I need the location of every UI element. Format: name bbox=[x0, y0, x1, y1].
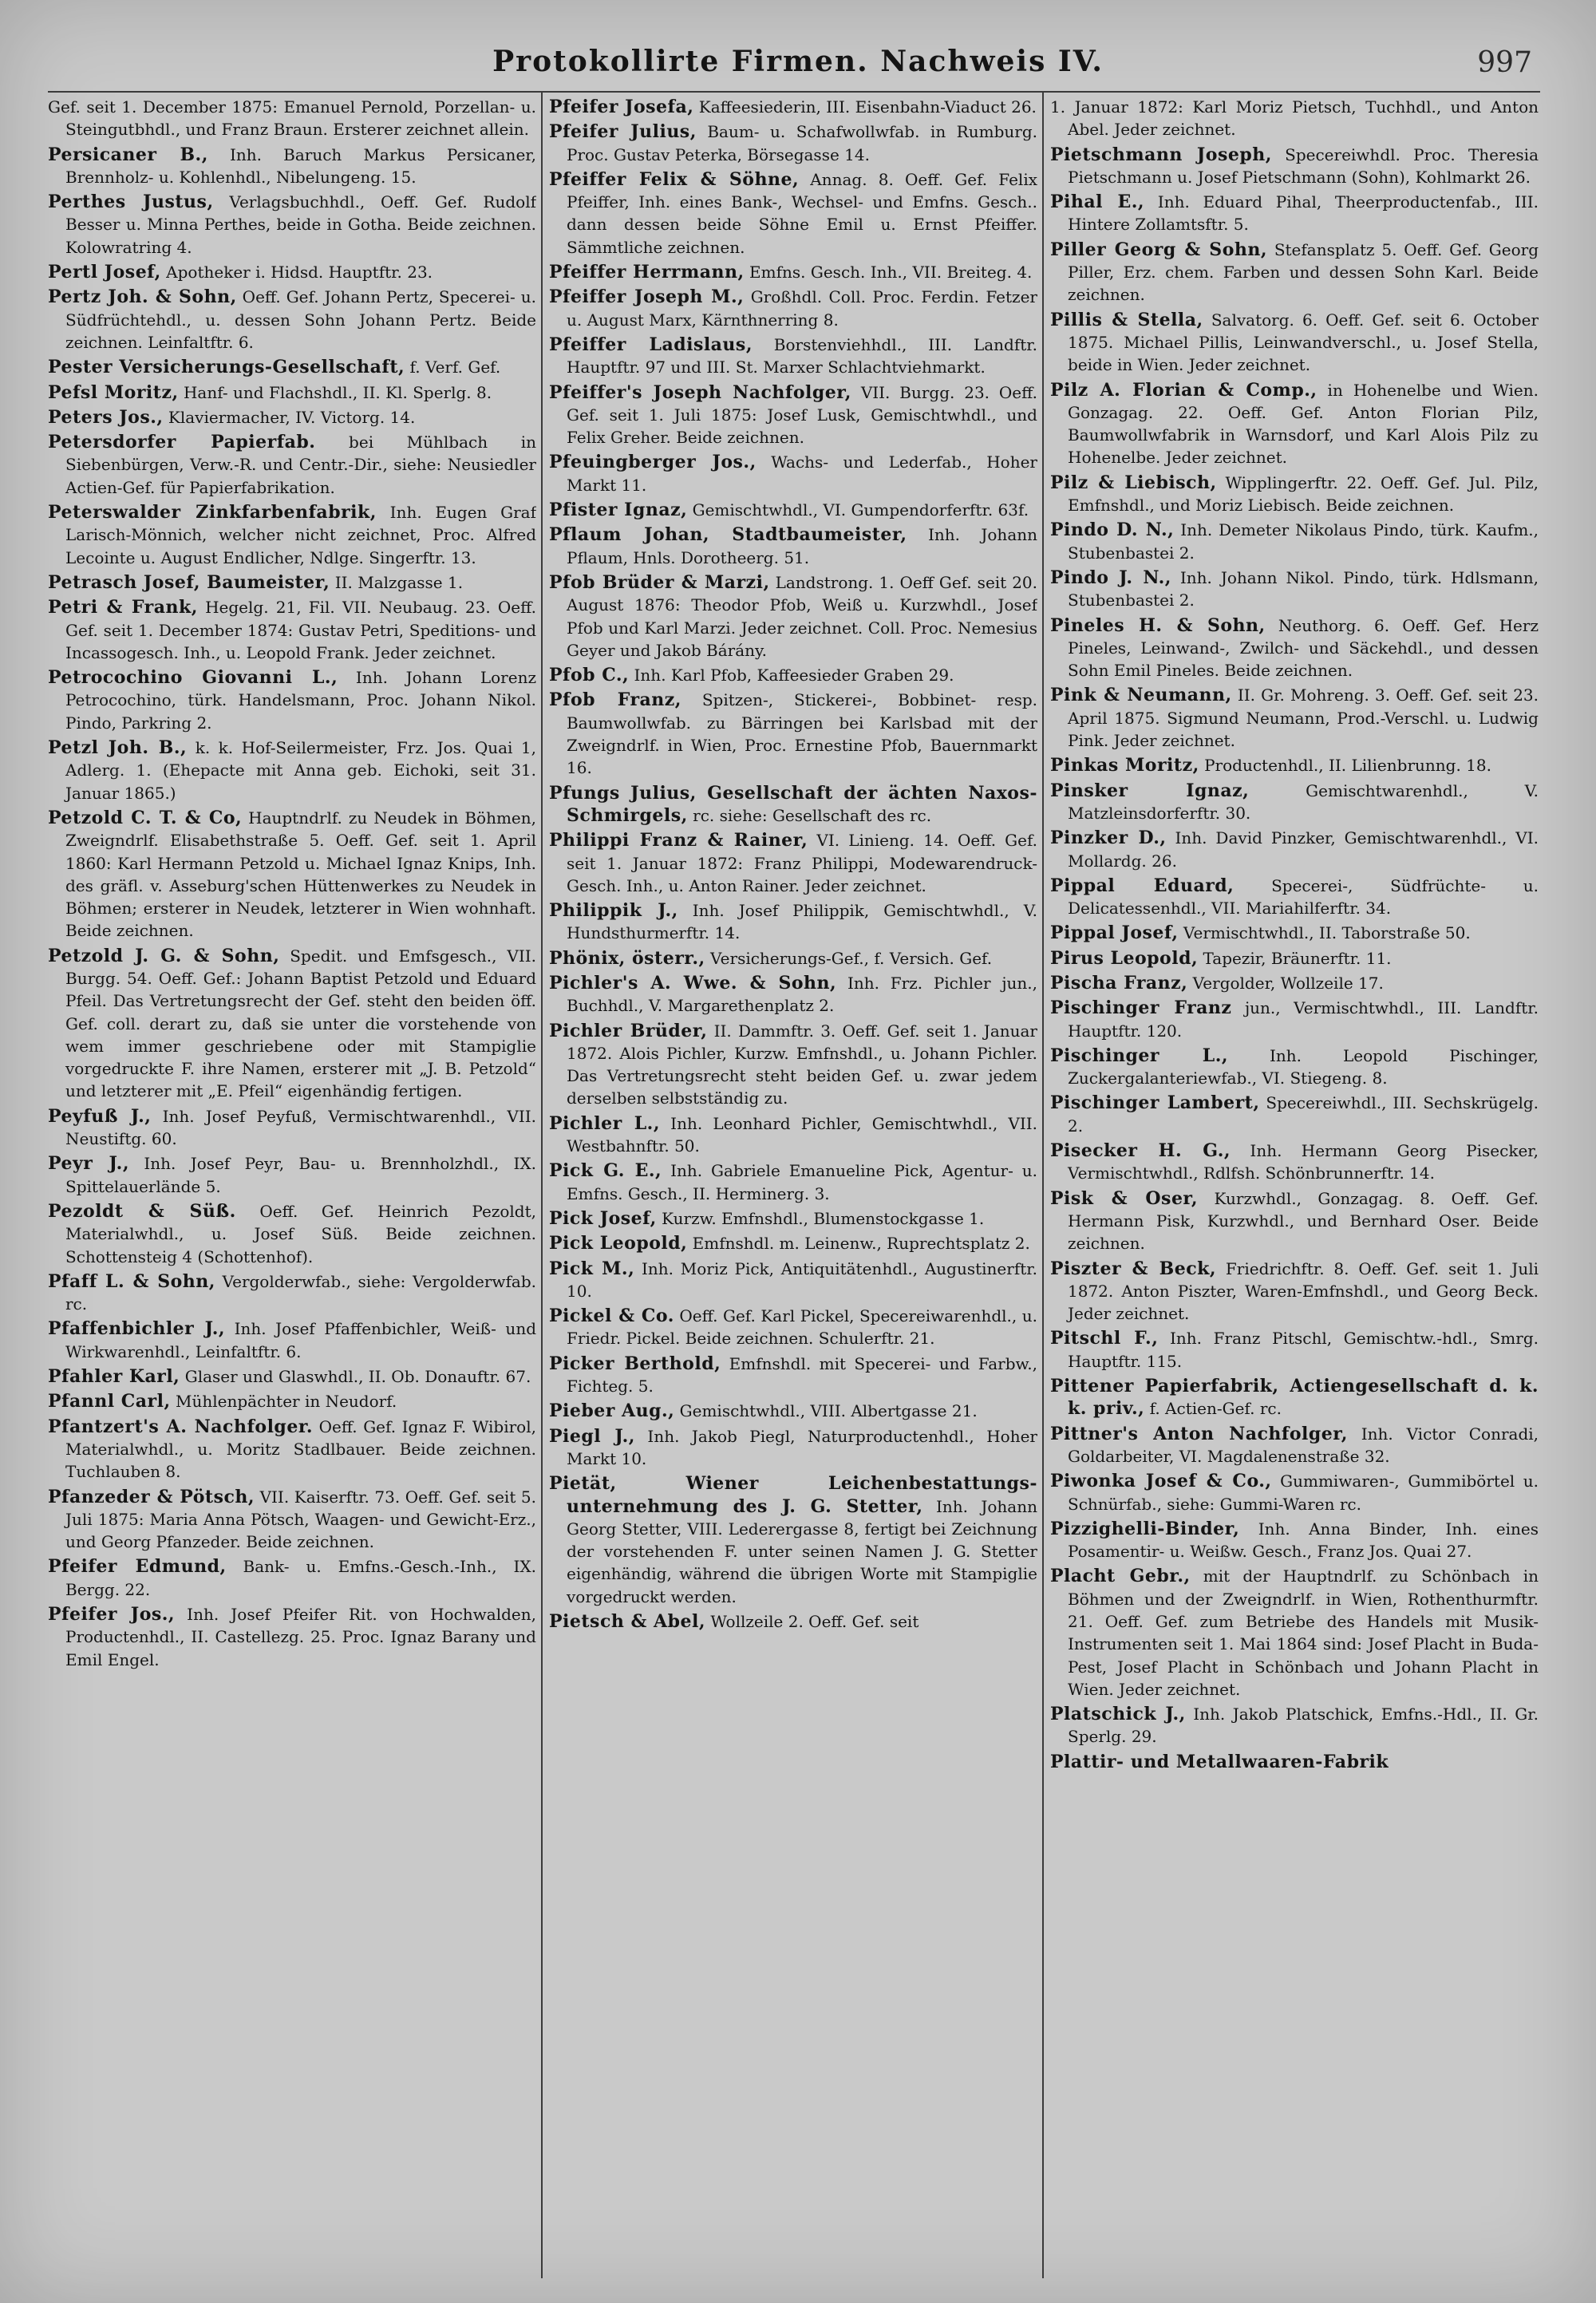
firm-name: Pertl Josef, bbox=[48, 262, 161, 283]
firm-details: Vermischtwhdl., II. Taborstraße 50. bbox=[1178, 923, 1471, 943]
firm-name: Pittner's Anton Nachfolger, bbox=[1050, 1423, 1348, 1444]
firm-name: Pischinger Lambert, bbox=[1050, 1092, 1260, 1114]
firm-details: Inh. Josef Pfeifer Rit. von Hochwalden, Productenhdl., II. Castellezg. 25. Proc. Ignaz Barany und Emil Engel. bbox=[65, 1605, 536, 1669]
firm-entry bbox=[1050, 614, 1539, 682]
firm-details: Inh. Victor Conradi, Goldarbeiter, VI. Magdalenenstraße 32. bbox=[1068, 1424, 1539, 1466]
firm-details: Inh. Johann Georg Stetter, VIII. Lederergasse 8, fertigt bei Zeichnung der vorstehenden F. unter seinen Namen J. G. Stetter eigenhändig, während die übrigen Worte mit Stampiglie vorgedruckt werden. bbox=[567, 1496, 1037, 1606]
firm-name: Phönix, österr., bbox=[549, 947, 705, 969]
firm-name: Pfob Franz, bbox=[549, 689, 681, 711]
firm-entry bbox=[549, 1425, 1037, 1471]
firm-entry bbox=[549, 571, 1037, 662]
firm-entry bbox=[48, 406, 536, 429]
firm-entry bbox=[48, 807, 536, 942]
column-middle bbox=[549, 96, 1037, 2282]
firm-name: Petri & Frank, bbox=[48, 597, 198, 618]
firm-entry bbox=[1050, 519, 1539, 564]
firm-name: Pickel & Co. bbox=[549, 1306, 674, 1327]
firm-entry bbox=[48, 1317, 536, 1363]
firm-details: Inh. Josef Pfaffenbichler, Weiß- und Wirkwarenhdl., Leinfaltftr. 6. bbox=[65, 1319, 536, 1361]
firm-entry bbox=[1050, 754, 1539, 776]
firm-entry bbox=[48, 1105, 536, 1151]
firm-details: Salvatorg. 6. Oeff. Gef. seit 6. October 1875. Michael Pillis, Leinwandverschl., u. Josef Stella, beide in Wien. Jeder zeichnet. bbox=[1068, 310, 1539, 375]
firm-name: Pfob Brüder & Marzi, bbox=[549, 571, 770, 593]
firm-entry bbox=[1050, 144, 1539, 189]
firm-name: Pischinger Franz bbox=[1050, 997, 1232, 1019]
firm-name: Pester Versicherungs-Gesellschaft, bbox=[48, 357, 405, 378]
firm-name: Pichler's A. Wwe. & Sohn, bbox=[549, 972, 837, 993]
firm-entry bbox=[549, 96, 1037, 118]
firm-entry bbox=[549, 261, 1037, 283]
firm-details: Bank- u. Emfns.-Gesch.-Inh., IX. Bergg. 22. bbox=[65, 1557, 536, 1599]
firm-name: Pfungs Julius, Gesellschaft der ächten Naxos-Schmirgels, bbox=[549, 782, 1037, 826]
firm-entry bbox=[549, 1400, 1037, 1422]
firm-name: Pfeifer Edmund, bbox=[48, 1556, 227, 1578]
firm-details: Annag. 8. Oeff. Gef. Felix Pfeiffer, Inh. eines Bank-, Wechsel- und Emfns. Gesch.. dann dessen beide Söhne Emil u. Ernst Pfeiffer. Sämmtliche zeichnen. bbox=[567, 169, 1037, 257]
firm-name: Pfeiffer Ladislaus, bbox=[549, 334, 753, 355]
firm-details: Emfns. Gesch. Inh., VII. Breiteg. 4. bbox=[744, 263, 1033, 282]
firm-entry bbox=[549, 782, 1037, 828]
firm-name: Pichler Brüder, bbox=[549, 1020, 708, 1041]
firm-details: Tapezir, Bräunerftr. 11. bbox=[1198, 948, 1392, 968]
firm-entry bbox=[549, 899, 1037, 945]
firm-name: Pefsl Moritz, bbox=[48, 381, 179, 403]
firm-details: Spitzen-, Stickerei-, Bobbinet- resp. Baumwollwfab. zu Bärringen bei Karlsbad mit der Zweigndrlf. in Wien, Proc. Ernestine Pfob, Bauernmarkt 16. bbox=[567, 690, 1037, 778]
firm-details: II. Gr. Mohreng. 3. Oeff. Gef. seit 23. April 1875. Sigmund Neumann, Prod.-Verschl. u. Ludwig Pink. Jeder zeichnet. bbox=[1068, 685, 1539, 751]
firm-name: Pick Josef, bbox=[549, 1207, 657, 1229]
firm-name: Pfeiffer Felix & Söhne, bbox=[549, 168, 800, 190]
firm-entry bbox=[549, 947, 1037, 970]
firm-name: Pichler L., bbox=[549, 1112, 660, 1134]
firm-details: Inh. Hermann Georg Pisecker, Vermischtwhdl., Rdlfsh. Schönbrunnerftr. 14. bbox=[1068, 1141, 1539, 1183]
firm-details: Glaser und Glaswhdl., II. Ob. Donauftr. 67. bbox=[180, 1367, 531, 1387]
firm-entry bbox=[1050, 1140, 1539, 1185]
firm-entry bbox=[48, 356, 536, 378]
firm-details: 1. Januar 1872: Karl Moriz Pietsch, Tuchhdl., und Anton Abel. Jeder zeichnet. bbox=[1050, 97, 1539, 140]
firm-details: Kurzwhdl., Gonzagag. 8. Oeff. Gef. Hermann Pisk, Kurzwhdl., und Bernhard Oser. Beide zeichnen. bbox=[1068, 1188, 1539, 1254]
firm-details: II. Dammftr. 3. Oeff. Gef. seit 1. Januar 1872. Alois Pichler, Kurzw. Emfnshdl., u. Johann Pichler. Das Vertretungsrecht steht beiden Gef. u. zwar jedem derselben selbstständig zu. bbox=[567, 1021, 1037, 1108]
firm-entry bbox=[48, 431, 536, 499]
firm-name: Pfanzeder & Pötsch, bbox=[48, 1486, 255, 1507]
firm-entry bbox=[549, 1305, 1037, 1350]
firm-entry bbox=[48, 737, 536, 804]
firm-name: Peters Jos., bbox=[48, 406, 164, 428]
firm-details: Inh. Jakob Piegl, Naturproductenhdl., Hoher Markt 10. bbox=[567, 1426, 1037, 1468]
firm-details: Gemischtwhdl., VIII. Albertgasse 21. bbox=[674, 1401, 978, 1421]
firm-name: Pieber Aug., bbox=[549, 1400, 675, 1422]
firm-details: Inh. Franz Pitschl, Gemischtw.-hdl., Smrg. Hauptftr. 115. bbox=[1068, 1329, 1539, 1371]
firm-details: Hegelg. 21, Fil. VII. Neubaug. 23. Oeff. Gef. seit 1. December 1874: Gustav Petri, Speditions- und Incassogesch. Inh., u. Leopold Frank. Jeder zeichnet. bbox=[65, 598, 536, 662]
firm-details: Neuthorg. 6. Oeff. Gef. Herz Pineles, Leinwand-, Zwilch- und Säckehdl., und dessen Sohn Emil Pineles. Beide zeichnen. bbox=[1068, 615, 1539, 681]
firm-name: Pfeifer Josefa, bbox=[549, 97, 694, 117]
firm-name: Pindo J. N., bbox=[1050, 567, 1171, 588]
firm-entry bbox=[48, 381, 536, 404]
firm-name: Petzl Joh. B., bbox=[48, 737, 188, 759]
firm-entry bbox=[549, 1610, 1037, 1633]
firm-details: Gemischtwarenhdl., V. Matzleinsdorferftr. 30. bbox=[1068, 780, 1539, 823]
firm-entry bbox=[48, 96, 536, 141]
firm-name: Pick M., bbox=[549, 1258, 635, 1279]
firm-details: Stefansplatz 5. Oeff. Gef. Georg Piller, Erz. chem. Farben und dessen Sohn Karl. Beide zeichnen. bbox=[1068, 239, 1539, 305]
firm-details: Emfnshdl. mit Specerei- und Farbw., Fichteg. 5. bbox=[567, 1353, 1037, 1396]
firm-details: Inh. Demeter Nikolaus Pindo, türk. Kaufm., Stubenbastei 2. bbox=[1068, 520, 1539, 563]
firm-name: Pick G. E., bbox=[549, 1160, 662, 1182]
firm-entry bbox=[549, 168, 1037, 259]
firm-details: VII. Burgg. 23. Oeff. Gef. seit 1. Juli 1875: Josef Lusk, Gemischtwhdl., und Felix Greher. Beide zeichnen. bbox=[567, 382, 1037, 448]
firm-details: Productenhdl., II. Lilienbrunng. 18. bbox=[1199, 756, 1491, 776]
firm-details: Inh. David Pinzker, Gemischtwarenhdl., VI. Mollardg. 26. bbox=[1068, 828, 1539, 871]
firm-name: Philippik J., bbox=[549, 900, 678, 922]
firm-details: Großhdl. Coll. Proc. Ferdin. Fetzer u. August Marx, Kärnthnerring 8. bbox=[567, 287, 1037, 330]
firm-entry bbox=[1050, 875, 1539, 920]
firm-details: rc. siehe: Gesellschaft des rc. bbox=[687, 805, 932, 825]
firm-details: Baum- u. Schafwollwfab. in Rumburg. Proc. Gustav Peterka, Börsegasse 14. bbox=[567, 122, 1037, 164]
firm-name: Pfeiffer's Joseph Nachfolger, bbox=[549, 381, 851, 403]
firm-details: Inh. Eugen Graf Larisch-Mönnich, welcher nicht zeichnet, Proc. Alfred Lecointe u. August Endlicher, Ndlge. Singerftr. 13. bbox=[65, 503, 536, 567]
firm-entry bbox=[1050, 922, 1539, 944]
firm-entry bbox=[549, 523, 1037, 569]
firm-entry bbox=[549, 689, 1037, 779]
firm-details: Oeff. Gef. Karl Pickel, Specereiwarenhdl., u. Friedr. Pickel. Beide zeichnen. Schulerftr. 21. bbox=[567, 1306, 1037, 1349]
column-divider bbox=[1042, 92, 1044, 2278]
firm-details: Wipplingerftr. 22. Oeff. Gef. Jul. Pilz, Emfnshdl., und Moriz Liebisch. Beide zeichnen. bbox=[1068, 472, 1539, 516]
firm-name: Pfahler Karl, bbox=[48, 1366, 180, 1388]
firm-details: Kurzw. Emfnshdl., Blumenstockgasse 1. bbox=[656, 1208, 985, 1228]
firm-name: Pillis & Stella, bbox=[1050, 309, 1203, 330]
firm-name: Pihal E., bbox=[1050, 192, 1145, 213]
firm-name: Philippi Franz & Rainer, bbox=[549, 830, 808, 851]
firm-name: Platschick J., bbox=[1050, 1704, 1186, 1725]
column-right bbox=[1050, 96, 1539, 2282]
firm-entry bbox=[549, 381, 1037, 449]
firm-entry bbox=[1050, 96, 1539, 141]
firm-details: Emfnshdl. m. Leinenw., Ruprechtsplatz 2. bbox=[687, 1234, 1030, 1254]
firm-name: Pezoldt & Süß. bbox=[48, 1200, 236, 1222]
firm-entry bbox=[48, 1200, 536, 1268]
firm-details: Versicherungs-Gef., f. Versich. Gef. bbox=[705, 948, 993, 968]
firm-details: Hanf- und Flachshdl., II. Kl. Sperlg. 8. bbox=[178, 382, 492, 402]
firm-entry bbox=[48, 1365, 536, 1388]
firm-name: Plattir- und Metallwaaren-Fabrik bbox=[1050, 1751, 1389, 1772]
firm-entry bbox=[1050, 472, 1539, 517]
firm-name: Pindo D. N., bbox=[1050, 519, 1175, 541]
firm-entry bbox=[1050, 1045, 1539, 1090]
firm-entry bbox=[1050, 1092, 1539, 1137]
firm-entry bbox=[549, 120, 1037, 166]
page-title: Protokollirte Firmen. Nachweis IV. bbox=[492, 45, 1104, 78]
firm-details: mit der Hauptndrlf. zu Schönbach in Böhmen und der Zweigndrlf. in Wien, Rothenthurmftr. 21. Oeff. Gef. zum Betriebe des Handels mit Musik-Instrumenten seit 1. Mai 1864 sind: Josef Placht in Buda-Pest, Josef Placht in Schönbach und Johann Placht in Wien. Jeder zeichnet. bbox=[1068, 1566, 1539, 1699]
firm-details: Inh. Karl Pfob, Kaffeesieder Graben 29. bbox=[629, 666, 954, 685]
firm-details: Kaffeesiederin, III. Eisenbahn-Viaduct 26. bbox=[693, 97, 1037, 117]
firm-entry bbox=[48, 1270, 536, 1316]
firm-name: Perthes Justus, bbox=[48, 192, 214, 213]
firm-details: Inh. Leopold Pischinger, Zuckergalanteriewfab., VI. Stiegeng. 8. bbox=[1068, 1045, 1539, 1088]
firm-details: Verlagsbuchhdl., Oeff. Gef. Rudolf Besser u. Minna Perthes, beide in Gotha. Beide zeichnen. Kolowratring 4. bbox=[65, 192, 536, 257]
firm-entry bbox=[549, 972, 1037, 1017]
firm-details: Inh. Johann Nikol. Pindo, türk. Hdlsmann, Stubenbastei 2. bbox=[1068, 567, 1539, 610]
firm-name: Placht Gebr., bbox=[1050, 1566, 1191, 1587]
firm-entry bbox=[1050, 827, 1539, 872]
firm-name: Pink & Neumann, bbox=[1050, 685, 1232, 706]
firm-details: Inh. Josef Philippik, Gemischtwhdl., V. Hundsthurmerftr. 14. bbox=[567, 901, 1037, 943]
firm-name: Pisecker H. G., bbox=[1050, 1140, 1231, 1162]
firm-details: Specereiwhdl., III. Sechskrügelg. 2. bbox=[1068, 1093, 1539, 1136]
firm-entry bbox=[1050, 239, 1539, 306]
firm-details: Inh. Eduard Pihal, Theerproductenfab., III. Hintere Zollamtsftr. 5. bbox=[1068, 192, 1539, 235]
firm-entry bbox=[1050, 1423, 1539, 1468]
firm-details: II. Malzgasse 1. bbox=[330, 572, 464, 592]
firm-name: Pfantzert's A. Nachfolger. bbox=[48, 1416, 314, 1437]
firm-details: Vergolderwfab., siehe: Vergolderwfab. rc. bbox=[65, 1271, 536, 1314]
firm-name: Pischinger L., bbox=[1050, 1045, 1229, 1066]
firm-entry bbox=[1050, 379, 1539, 469]
firm-details: Friedrichftr. 8. Oeff. Gef. seit 1. Juli 1872. Anton Piszter, Waren-Emfnshdl., und Georg Beck. Jeder zeichnet. bbox=[1068, 1258, 1539, 1324]
firm-name: Pfeiffer Joseph M., bbox=[549, 286, 745, 308]
firm-entry bbox=[48, 1416, 536, 1483]
firm-name: Piszter & Beck, bbox=[1050, 1258, 1217, 1279]
firm-details: Spedit. und Emfsgesch., VII. Burgg. 54. Oeff. Gef.: Johann Baptist Petzold und Eduard Pfeil. Das Vertretungsrecht der Gef. steht den beiden öff. Gef. coll. derart zu, daß sie unter die vorstehende von wem immer geschriebene oder mit Stampiglie vorgedruckte F. ihre Namen, ersterer mit „J. B. Petzold“ und letzterer mit „E. Pfeil“ eigenhändig fertigen. bbox=[65, 946, 536, 1101]
firm-name: Pittener Papierfabrik, Actiengesellschaft d. k. k. priv., bbox=[1050, 1376, 1539, 1420]
firm-name: Pfeifer Julius, bbox=[549, 121, 697, 143]
firm-entry bbox=[48, 1152, 536, 1198]
firm-entry bbox=[549, 286, 1037, 331]
firm-details: Inh. Frz. Pichler jun., Buchhdl., V. Margarethenplatz 2. bbox=[567, 973, 1037, 1016]
firm-details: Apotheker i. Hidsd. Hauptftr. 23. bbox=[160, 263, 433, 282]
firm-name: Pfeuingberger Jos., bbox=[549, 452, 757, 473]
firm-name: Pfaff L. & Sohn, bbox=[48, 1270, 215, 1292]
firm-name: Pinsker Ignaz, bbox=[1050, 780, 1250, 801]
firm-entry bbox=[48, 286, 536, 354]
firm-name: Pertz Joh. & Sohn, bbox=[48, 286, 237, 308]
firm-entry bbox=[48, 501, 536, 569]
page-header bbox=[0, 30, 1596, 94]
firm-entry bbox=[1050, 1327, 1539, 1373]
firm-entry bbox=[549, 334, 1037, 379]
firm-entry bbox=[1050, 1703, 1539, 1748]
firm-name: Piller Georg & Sohn, bbox=[1050, 239, 1268, 260]
firm-name: Petzold C. T. & Co, bbox=[48, 807, 243, 828]
firm-name: Pick Leopold, bbox=[549, 1233, 688, 1254]
firm-details: Oeff. Gef. Ignaz F. Wibirol, Materialwhdl., u. Moritz Stadlbauer. Beide zeichnen. Tuchlauben 8. bbox=[65, 1416, 536, 1482]
firm-name: Pietsch & Abel, bbox=[549, 1611, 705, 1632]
firm-entry bbox=[48, 1390, 536, 1412]
firm-name: Peterswalder Zinkfarbenfabrik, bbox=[48, 502, 377, 523]
firm-entry bbox=[549, 499, 1037, 521]
firm-name: Pineles H. & Sohn, bbox=[1050, 614, 1266, 636]
firm-entry bbox=[549, 829, 1037, 897]
firm-entry bbox=[48, 1486, 536, 1554]
column-left bbox=[48, 96, 536, 2282]
firm-name: Piwonka Josef & Co., bbox=[1050, 1471, 1272, 1492]
firm-entry bbox=[1050, 1187, 1539, 1255]
firm-details: Inh. Gabriele Emanueline Pick, Agentur- u. Emfns. Gesch., II. Herminerg. 3. bbox=[567, 1161, 1037, 1203]
firm-name: Pizzighelli-Binder, bbox=[1050, 1518, 1240, 1539]
firm-entry bbox=[1050, 309, 1539, 377]
firm-details: Hauptndrlf. zu Neudek in Böhmen, Zweigndrlf. Elisabethstraße 5. Oeff. Gef. seit 1. April 1860: Karl Hermann Petzold u. Michael Ignaz Knips, Inh. des gräfl. v. Asseburg'schen Hüttenwerkes zu Neudek in Böhmen; ersterer in Neudek, letzterer in Wien wohnhaft. Beide zeichnen. bbox=[65, 808, 536, 941]
firm-details: Inh. Johann Lorenz Petrocochino, türk. Handelsmann, Proc. Johann Nikol. Pindo, Parkring 2. bbox=[65, 668, 536, 733]
firm-details: Landstrong. 1. Oeff Gef. seit 20. August 1876: Theodor Pfob, Weiß u. Kurzwhdl., Josef Pfob und Karl Marzi. Jeder zeichnet. Coll. Proc. Nemesius Geyer und Jakob Bárány. bbox=[567, 572, 1037, 660]
firm-name: Pfister Ignaz, bbox=[549, 500, 688, 521]
firm-details: VII. Kaiserftr. 73. Oeff. Gef. seit 5. Juli 1875: Maria Anna Pötsch, Waagen- und Gewicht-Erz., und Georg Pfanzeder. Beide zeichnen. bbox=[65, 1487, 536, 1552]
firm-details: f. Verf. Gef. bbox=[405, 357, 501, 377]
firm-name: Pisk & Oser, bbox=[1050, 1187, 1199, 1209]
firm-entry bbox=[1050, 191, 1539, 236]
firm-details: k. k. Hof-Seilermeister, Frz. Jos. Quai 1, Adlerg. 1. (Ehepacte mit Anna geb. Eichoki, seit 31. Januar 1865.) bbox=[65, 738, 536, 803]
firm-entry bbox=[1050, 1518, 1539, 1563]
firm-name: Petzold J. G. & Sohn, bbox=[48, 945, 280, 966]
firm-entry bbox=[1050, 1470, 1539, 1515]
firm-name: Pischa Franz, bbox=[1050, 972, 1188, 993]
firm-name: Pfob C., bbox=[549, 665, 630, 686]
firm-details: Oeff. Gef. Johann Pertz, Specerei- u. Südfrüchtehdl., u. dessen Sohn Johann Pertz. Beide zeichnen. Leinfaltftr. 6. bbox=[65, 287, 536, 352]
firm-name: Petersdorfer Papierfab. bbox=[48, 432, 316, 453]
firm-entry bbox=[549, 451, 1037, 496]
firm-entry bbox=[1050, 684, 1539, 752]
firm-entry bbox=[1050, 1751, 1539, 1773]
firm-name: Pitschl F., bbox=[1050, 1328, 1159, 1349]
firm-entry bbox=[1050, 1375, 1539, 1420]
firm-entry bbox=[48, 144, 536, 189]
column-divider bbox=[541, 92, 543, 2278]
firm-name: Pfeiffer Herrmann, bbox=[549, 262, 745, 283]
firm-entry bbox=[549, 1207, 1037, 1230]
firm-name: Petrocochino Giovanni L., bbox=[48, 667, 338, 689]
firm-entry bbox=[549, 1258, 1037, 1303]
firm-name: Pinzker D., bbox=[1050, 828, 1167, 849]
firm-entry bbox=[1050, 567, 1539, 612]
firm-details: Specerei-, Südfrüchte- u. Delicatessenhdl., VII. Mariahilferftr. 34. bbox=[1068, 875, 1539, 918]
firm-details: Inh. Johann Pflaum, Hnls. Dorotheerg. 51. bbox=[567, 525, 1037, 567]
firm-name: Peyfuß J., bbox=[48, 1105, 152, 1127]
firm-entry bbox=[48, 1603, 536, 1671]
firm-details: Inh. Baruch Markus Persicaner, Brennholz- u. Kohlenhdl., Nibelungeng. 15. bbox=[65, 144, 536, 187]
firm-entry bbox=[48, 945, 536, 1103]
firm-details: Inh. Jakob Platschick, Emfns.-Hdl., II. Gr. Sperlg. 29. bbox=[1068, 1705, 1539, 1747]
firm-name: Pietschmann Joseph, bbox=[1050, 144, 1272, 165]
firm-name: Peyr J., bbox=[48, 1153, 129, 1175]
firm-entry bbox=[1050, 1565, 1539, 1701]
firm-details: Mühlenpächter in Neudorf. bbox=[170, 1392, 397, 1412]
firm-details: f. Actien-Gef. rc. bbox=[1144, 1399, 1282, 1419]
firm-name: Pfaffenbichler J., bbox=[48, 1318, 226, 1340]
firm-details: Gummiwaren-, Gummibörtel u. Schnürfab., siehe: Gummi-Waren rc. bbox=[1068, 1471, 1539, 1514]
firm-entry bbox=[48, 1555, 536, 1601]
firm-entry bbox=[48, 571, 536, 594]
firm-details: Wollzeile 2. Oeff. Gef. seit bbox=[705, 1612, 919, 1631]
firm-entry bbox=[1050, 997, 1539, 1042]
firm-details: Oeff. Gef. Heinrich Pezoldt, Materialwhdl., u. Josef Süß. Beide zeichnen. Schottensteig 4 (Schottenhof). bbox=[65, 1201, 536, 1266]
firm-details: VI. Linieng. 14. Oeff. Gef. seit 1. Januar 1872: Franz Philippi, Modewarendruck-Gesch. Inh., u. Anton Rainer. Jeder zeichnet. bbox=[567, 831, 1037, 895]
firm-details: Inh. Moriz Pick, Antiquitätenhdl., Augustinerftr. 10. bbox=[567, 1258, 1037, 1301]
page-number: 997 bbox=[1477, 46, 1532, 79]
firm-details: Gemischtwhdl., VI. Gumpendorferftr. 63f. bbox=[687, 500, 1029, 520]
header-rule bbox=[48, 91, 1540, 93]
firm-details: Vergolder, Wollzeile 17. bbox=[1187, 973, 1384, 993]
firm-details: Inh. Josef Peyr, Bau- u. Brennholzhdl., IX. Spittelauerlände 5. bbox=[65, 1154, 536, 1196]
firm-details: Inh. Josef Peyfuß, Vermischtwarenhdl., VII. Neustiftg. 60. bbox=[65, 1106, 536, 1149]
firm-entry bbox=[1050, 947, 1539, 970]
firm-details: jun., Vermischtwhdl., III. Landftr. Hauptftr. 120. bbox=[1068, 998, 1539, 1041]
firm-name: Pflaum Johan, Stadtbaumeister, bbox=[549, 524, 907, 546]
firm-entry bbox=[549, 664, 1037, 686]
firm-details: Inh. Leonhard Pichler, Gemischtwhdl., VII. Westbahnftr. 50. bbox=[567, 1113, 1037, 1156]
firm-details: Klaviermacher, IV. Victorg. 14. bbox=[163, 407, 416, 427]
firm-entry bbox=[48, 596, 536, 664]
firm-entry bbox=[549, 1353, 1037, 1398]
firm-name: Picker Berthold, bbox=[549, 1353, 721, 1374]
firm-name: Pirus Leopold, bbox=[1050, 947, 1199, 969]
firm-details: Specereiwhdl. Proc. Theresia Pietschmann u. Josef Pietschmann (Sohn), Kohlmarkt 26. bbox=[1068, 144, 1539, 187]
firm-entry bbox=[48, 666, 536, 734]
firm-entry bbox=[1050, 780, 1539, 825]
firm-entry bbox=[48, 261, 536, 283]
firm-name: Pfannl Carl, bbox=[48, 1391, 171, 1412]
firm-details: Inh. Anna Binder, Inh. eines Posamentir- u. Weißw. Gesch., Franz Jos. Quai 27. bbox=[1068, 1519, 1539, 1562]
firm-entry bbox=[549, 1472, 1037, 1608]
firm-name: Pippal Eduard, bbox=[1050, 875, 1235, 896]
firm-details: Gef. seit 1. December 1875: Emanuel Pernold, Porzellan- u. Steingutbhdl., und Franz Braun. Ersterer zeichnet allein. bbox=[48, 97, 536, 140]
firm-name: Pilz A. Florian & Comp., bbox=[1050, 379, 1317, 401]
firm-name: Petrasch Josef, Baumeister, bbox=[48, 571, 330, 593]
firm-entry bbox=[1050, 1258, 1539, 1325]
firm-details: bei Mühlbach in Siebenbürgen, Verw.-R. und Centr.-Dir., siehe: Neusiedler Actien-Gef. für Papierfabrikation. bbox=[65, 433, 536, 497]
firm-entry bbox=[549, 1159, 1037, 1205]
firm-name: Pilz & Liebisch, bbox=[1050, 472, 1217, 493]
firm-entry bbox=[549, 1020, 1037, 1110]
firm-name: Persicaner B., bbox=[48, 144, 208, 165]
firm-name: Pippal Josef, bbox=[1050, 922, 1179, 944]
firm-details: Borstenviehhdl., III. Landftr. Hauptftr. 97 und III. St. Marxer Schlachtviehmarkt. bbox=[567, 334, 1037, 377]
firm-details: in Hohenelbe und Wien. Gonzagag. 22. Oeff. Gef. Anton Florian Pilz, Baumwollwfabrik in Warnsdorf, und Karl Alois Pilz zu Hohenelbe. Jeder zeichnet. bbox=[1068, 380, 1539, 468]
firm-details: Wachs- und Lederfab., Hoher Markt 11. bbox=[567, 452, 1037, 495]
firm-name: Pfeifer Jos., bbox=[48, 1604, 176, 1625]
firm-name: Pinkas Moritz, bbox=[1050, 755, 1199, 776]
firm-entry bbox=[1050, 972, 1539, 994]
firm-name: Pietät, Wiener Leichenbestattungs-unternehmung des J. G. Stetter, bbox=[549, 1473, 1037, 1517]
firm-entry bbox=[549, 1112, 1037, 1158]
firm-entry bbox=[549, 1232, 1037, 1254]
firm-name: Piegl J., bbox=[549, 1425, 635, 1447]
firm-entry bbox=[48, 191, 536, 259]
